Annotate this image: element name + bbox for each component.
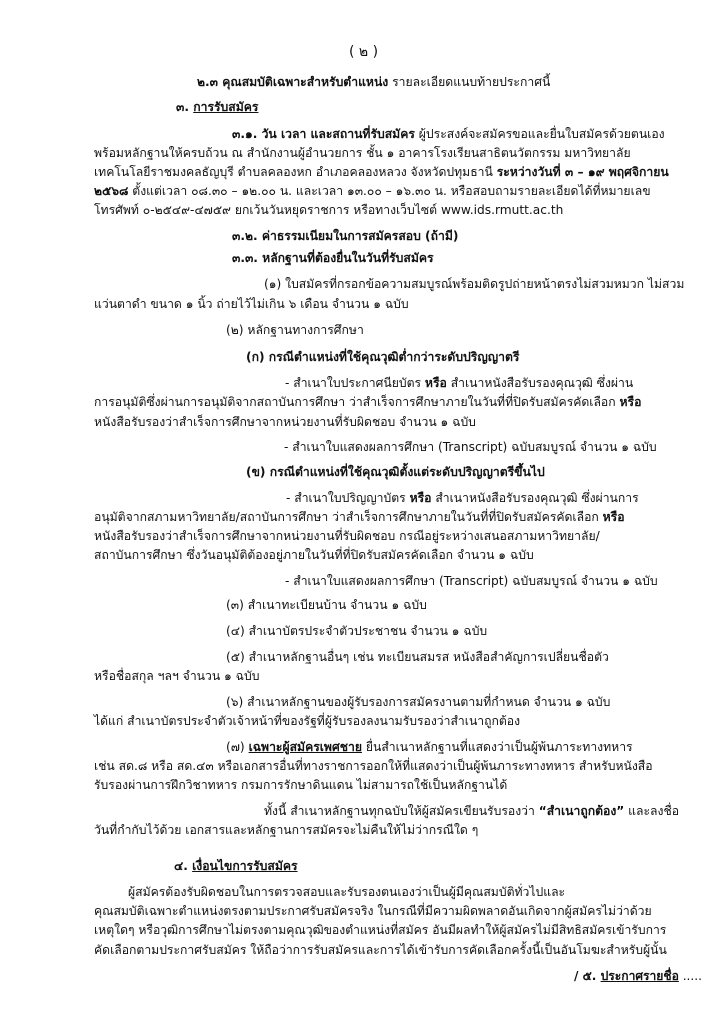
text-segment: - สำเนาใบปริญญาบัตร	[286, 491, 410, 505]
text-line	[226, 597, 427, 613]
text-segment: ทั้งนี้ สำเนาหลักฐานทุกฉบับให้ผู้สมัครเขียนรับรองว่า	[264, 804, 539, 818]
text-segment: หรือ	[409, 491, 432, 505]
text-segment: - สำเนาใบแสดงผลการศึกษา (Transcript) ฉบับสมบูรณ์ จำนวน ๑ ฉบับ	[284, 440, 657, 454]
text-line	[94, 145, 631, 161]
text-segment: (๕) สำเนาหลักฐานอื่นๆ เช่น ทะเบียนสมรส หนังสือสำคัญการเปลี่ยนชื่อตัว	[226, 650, 609, 664]
page-number: ( ๒ )	[349, 44, 379, 60]
text-line	[94, 777, 507, 793]
text-line	[94, 202, 563, 218]
text-line	[264, 276, 684, 292]
text-line	[226, 322, 364, 338]
text-segment: โทรศัพท์ ๐-๒๕๔๙-๔๗๕๙ ยกเว้นวันหยุดราชการ หรือทางเว็บไซต์ www.ids.rmutt.ac.th	[94, 203, 564, 217]
text-segment: ตั้งแต่เวลา ๐๘.๓๐ – ๑๒.๐๐ น. และเวลา ๑๓.๐๐ – ๑๖.๓๐ น. หรือสอบถามรายละเอียดได้ที่หมายเลข	[128, 184, 651, 198]
text-segment: เงื่อนไขการรับสมัคร	[192, 859, 298, 873]
text-line	[226, 739, 633, 755]
text-segment: หนังสือรับรองว่าสำเร็จการศึกษาจากหน่วยงานที่รับผิดชอบ กรณีอยู่ระหว่างเสนอสภามหาวิทยาลัย/	[94, 529, 600, 543]
text-segment: (๖) สำเนาหลักฐานของผู้รับรองการสมัครงานตามที่กำหนด จำนวน ๑ ฉบับ	[226, 695, 611, 709]
text-segment: หนังสือรับรองว่าสำเร็จการศึกษาจากหน่วยงานที่รับผิดชอบ จำนวน ๑ ฉบับ	[94, 415, 476, 429]
text-line	[174, 858, 298, 874]
text-segment: ประกาศรายชื่อ	[600, 969, 679, 983]
text-segment: ๓.๒. ค่าธรรมเนียมในการสมัครสอบ (ถ้ามี)	[232, 229, 459, 243]
text-segment: ๔.	[174, 859, 193, 873]
text-segment: ยื่นสำเนาหลักฐานที่แสดงว่าเป็นผู้พ้นภาระทางทหาร	[361, 740, 633, 754]
text-segment: เฉพาะผู้สมัครเพศชาย	[248, 740, 362, 754]
text-line	[197, 74, 550, 90]
text-line	[94, 394, 641, 410]
text-line	[232, 126, 665, 142]
text-line	[285, 573, 658, 589]
text-line	[94, 903, 652, 919]
text-line	[284, 439, 657, 455]
text-line	[176, 99, 258, 115]
text-segment: (๓) สำเนาทะเบียนบ้าน จำนวน ๑ ฉบับ	[226, 598, 427, 612]
text-segment: - สำเนาใบแสดงผลการศึกษา (Transcript) ฉบับสมบูรณ์ จำนวน ๑ ฉบับ	[285, 574, 658, 588]
text-segment: พร้อมหลักฐานให้ครบถ้วน ณ สำนักงานผู้อำนวยการ ชั้น ๑ อาคารโรงเรียนสาธิตนวัตกรรม มหาวิทยาลัย	[94, 146, 631, 160]
text-segment: หรือ	[619, 395, 642, 409]
text-segment: การรับสมัคร	[193, 100, 259, 114]
text-line	[94, 528, 600, 544]
text-segment: (๔) สำเนาบัตรประจำตัวประชาชน จำนวน ๑ ฉบับ	[226, 624, 488, 638]
text-segment: ระหว่างวันที่ ๓ – ๑๙ พฤศจิกายน	[496, 165, 669, 179]
text-segment: คัดเลือกตามประกาศรับสมัคร ให้ถือว่าการรับสมัครและการได้เข้ารับการคัดเลือกครั้งนี้เป็นอันโมฆะสำหรับผู้นั้น	[94, 943, 667, 957]
text-line	[232, 228, 458, 244]
text-line	[94, 414, 476, 430]
text-line	[226, 623, 487, 639]
text-line	[94, 922, 666, 938]
text-segment: “สำเนาถูกต้อง”	[538, 804, 625, 818]
text-line	[285, 375, 633, 391]
text-line	[94, 164, 669, 180]
text-line	[94, 942, 667, 958]
text-line	[94, 758, 653, 774]
text-segment: ๒.๓ คุณสมบัติเฉพาะสำหรับตำแหน่ง	[197, 75, 389, 89]
text-line	[128, 884, 565, 900]
text-segment: / ๕.	[574, 969, 601, 983]
text-segment: และลงชื่อ	[624, 804, 680, 818]
text-segment: อนุมัติจากสภามหาวิทยาลัย/สถาบันการศึกษา ว่าสำเร็จการศึกษาภายในวันที่ที่ปิดรับสมัครคัดเลือก	[94, 510, 603, 524]
text-segment: ผู้ประสงค์จะสมัครขอและยื่นใบสมัครด้วยตนเอง	[414, 127, 665, 141]
text-line	[94, 509, 625, 525]
text-line	[226, 649, 609, 665]
text-segment: ๒๕๖๘	[94, 184, 129, 198]
text-segment: ๓.๓. หลักฐานที่ต้องยื่นในวันที่รับสมัคร	[232, 251, 434, 265]
text-line	[264, 803, 679, 819]
text-line	[246, 349, 519, 365]
text-line	[94, 822, 478, 838]
text-segment: ๓.๑. วัน เวลา และสถานที่รับสมัคร	[232, 127, 415, 141]
text-line	[232, 250, 434, 266]
text-segment: (๗)	[226, 740, 249, 754]
text-line	[246, 464, 545, 480]
text-line	[226, 694, 610, 710]
text-segment: หรือ	[602, 510, 625, 524]
text-segment: เช่น สด.๘ หรือ สด.๔๓ หรือเอกสารอื่นที่ทางราชการออกให้ที่แสดงว่าเป็นผู้พ้นภาระทางทหาร สำหรับหนังสือ	[94, 759, 653, 773]
text-segment: หรือ	[424, 376, 447, 390]
text-segment: คุณสมบัติเฉพาะตำแหน่งตรงตามประกาศรับสมัครจริง ในกรณีที่มีความผิดพลาดอันเกิดจากผู้สมัครไม่ว่าด้วย	[94, 904, 652, 918]
text-line	[574, 968, 702, 984]
text-segment: การอนุมัติซึ่งผ่านการอนุมัติจากสถาบันการศึกษา ว่าสำเร็จการศึกษาภายในวันที่ที่ปิดรับสมัครคัดเลือก	[94, 395, 620, 409]
text-segment: รับรองผ่านการฝึกวิชาทหาร กรมการรักษาดินแดน ไม่สามารถใช้เป็นหลักฐานได้	[94, 778, 508, 792]
text-segment: สำเนาหนังสือรับรองคุณวุฒิ ซึ่งผ่าน	[446, 376, 634, 390]
text-line	[94, 668, 259, 684]
text-segment: แว่นตาดำ ขนาด ๑ นิ้ว ถ่ายไว้ไม่เกิน ๖ เดือน จำนวน ๑ ฉบับ	[94, 297, 409, 311]
text-segment: - สำเนาใบประกาศนียบัตร	[285, 376, 425, 390]
text-segment: (ก) กรณีตำแหน่งที่ใช้คุณวุฒิต่ำกว่าระดับปริญญาตรี	[246, 350, 520, 364]
text-segment: .....	[678, 969, 702, 983]
text-line	[94, 296, 409, 312]
text-segment: ๓.	[176, 100, 194, 114]
text-segment: วันที่กำกับไว้ด้วย เอกสารและหลักฐานการสมัครจะไม่คืนให้ไม่ว่ากรณีใด ๆ	[94, 823, 479, 837]
text-segment: เหตุใดๆ หรือวุฒิการศึกษาไม่ตรงตามคุณวุฒิของตำแหน่งที่สมัคร อันมีผลทำให้ผู้สมัครไม่มีสิทธิสมัครเข้ารับการ	[94, 923, 667, 937]
text-line	[94, 713, 520, 729]
text-segment: (๒) หลักฐานทางการศึกษา	[226, 323, 364, 337]
text-line	[94, 183, 651, 199]
text-segment: สถาบันการศึกษา ซึ่งวันอนุมัติต้องอยู่ภายในวันที่ที่ปิดรับสมัครคัดเลือก จำนวน ๑ ฉบับ	[94, 548, 534, 562]
text-line	[286, 490, 639, 506]
text-segment: (๑) ใบสมัครที่กรอกข้อความสมบูรณ์พร้อมติดรูปถ่ายหน้าตรงไม่สวมหมวก ไม่สวม	[264, 277, 685, 291]
text-segment: ผู้สมัครต้องรับผิดชอบในการตรวจสอบและรับรองตนเองว่าเป็นผู้มีคุณสมบัติทั่วไปและ	[128, 885, 566, 899]
text-segment: หรือชื่อสกุล ฯลฯ จำนวน ๑ ฉบับ	[94, 669, 260, 683]
text-segment: ได้แก่ สำเนาบัตรประจำตัวเจ้าหน้าที่ของรัฐที่ผู้รับรองลงนามรับรองว่าสำเนาถูกต้อง	[94, 714, 521, 728]
text-segment: รายละเอียดแนบท้ายประกาศนี้	[388, 75, 551, 89]
text-segment: เทคโนโลยีราชมงคลธัญบุรี ตำบลคลองหก อำเภอคลองหลวง จังหวัดปทุมธานี	[94, 165, 497, 179]
text-segment: (ข) กรณีตำแหน่งที่ใช้คุณวุฒิตั้งแต่ระดับปริญญาตรีขึ้นไป	[246, 465, 545, 479]
text-line	[94, 547, 534, 563]
text-segment: สำเนาหนังสือรับรองคุณวุฒิ ซึ่งผ่านการ	[431, 491, 639, 505]
